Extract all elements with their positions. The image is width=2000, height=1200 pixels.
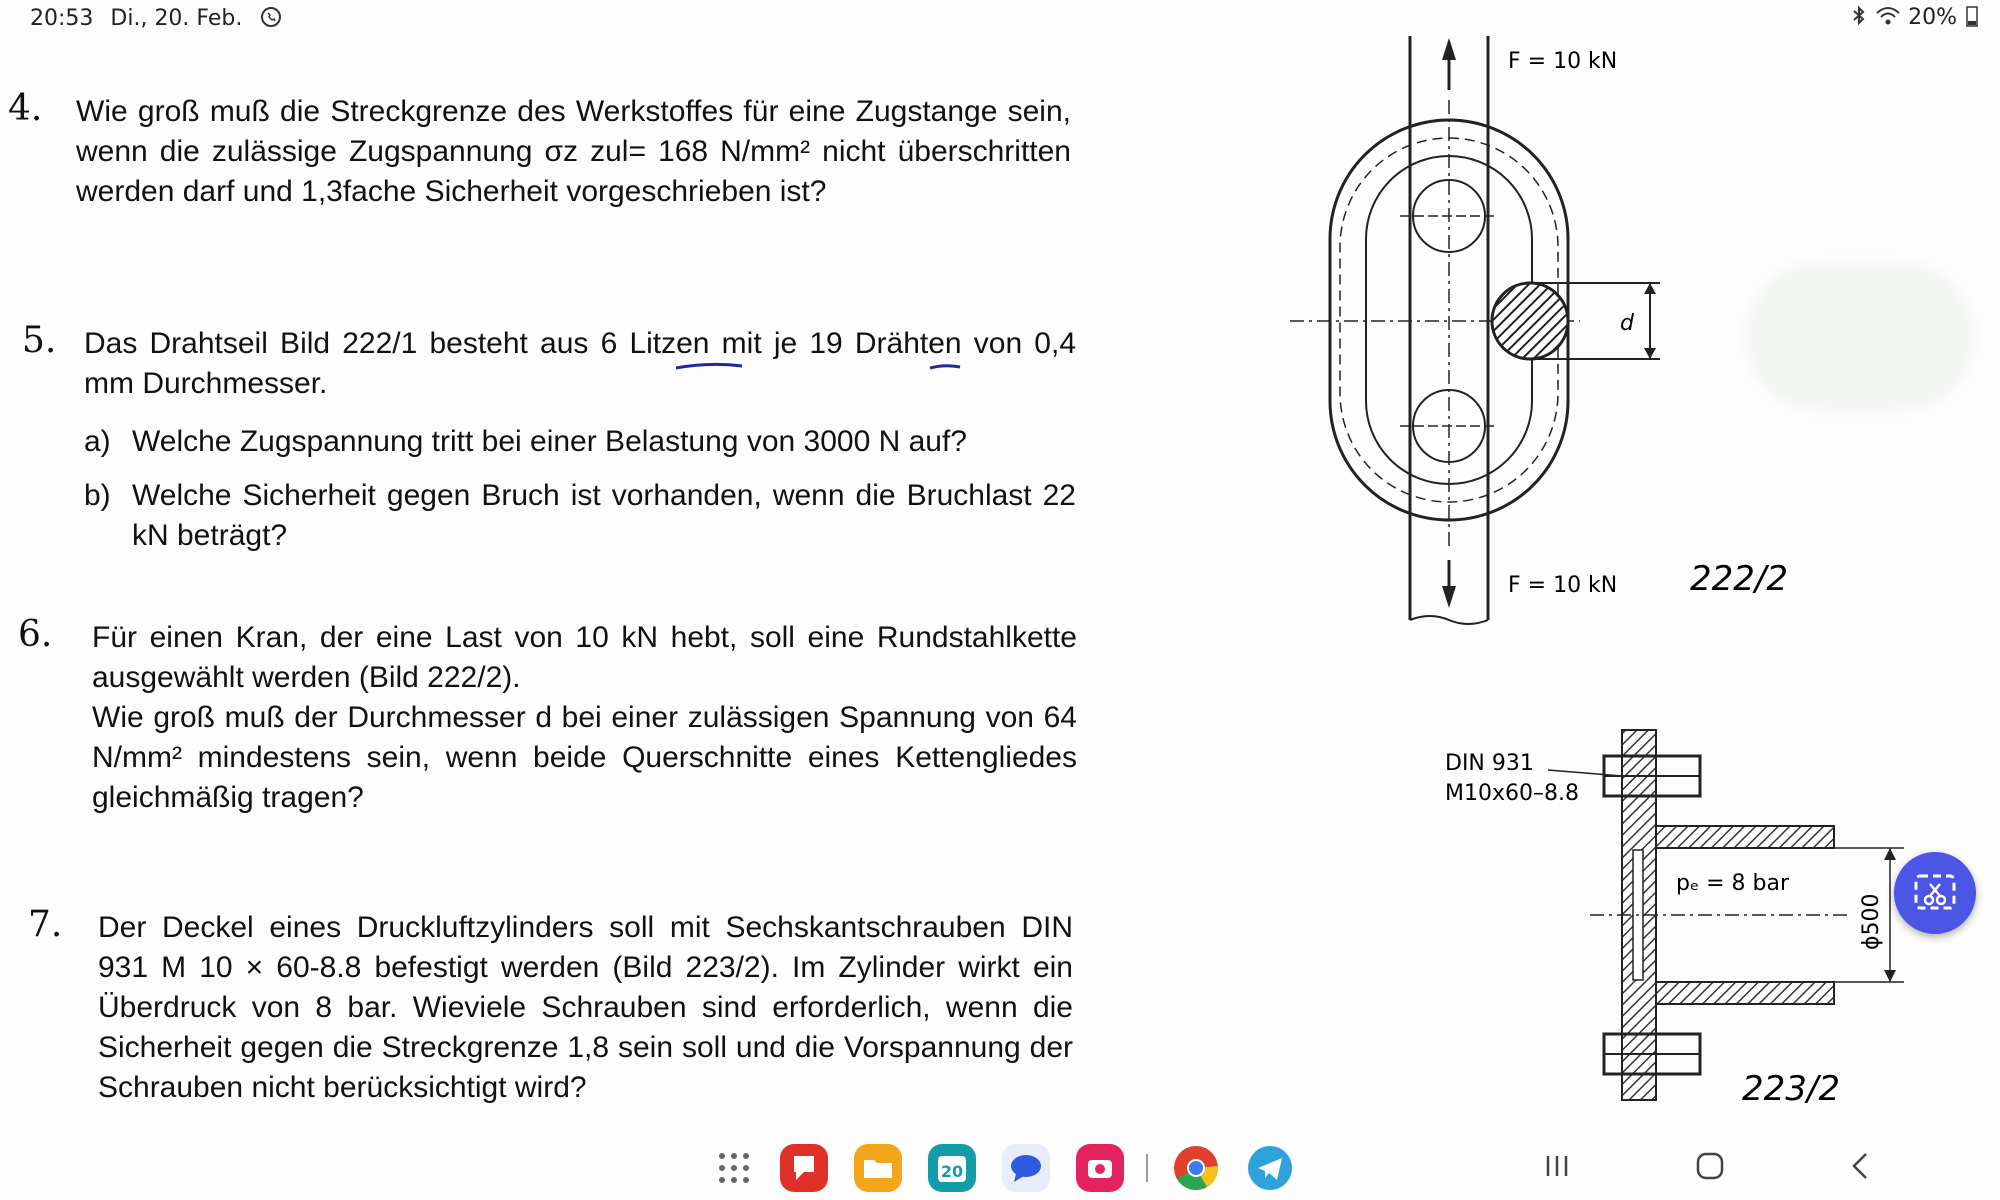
chain-link-figure xyxy=(1250,30,1810,650)
cylinder-diameter-label: ϕ500 xyxy=(1859,893,1884,950)
home-icon[interactable] xyxy=(1690,1146,1730,1186)
subquestion-b xyxy=(84,476,1076,556)
problem-text: Das Drahtseil Bild 222/1 besteht aus 6 Litzen mit je 19 Drähten von 0,4 mm Durchmesser. xyxy=(84,327,1076,400)
chrome-icon[interactable] xyxy=(1172,1144,1220,1192)
subquestion-a xyxy=(84,422,1076,462)
problem-text: Der Deckel eines Druckluftzylinders soll mit Sechskantschrauben DIN 931 M 10 × 60-8.8 befestigt werden (Bild 223/2). Im Zylinder wirkt ein Überdruck von 8 bar. Wieviele Schrauben sind erforderlich, wenn die Sicherheit gegen die Streckgrenze 1,8 sein soll und die Vorspannung der Schrauben nicht berücksichtigt wird? xyxy=(98,911,1073,1104)
navigation-bar xyxy=(0,1126,2000,1200)
problem-number: 6. xyxy=(18,614,53,655)
subquestion-text: Welche Sicherheit gegen Bruch ist vorhanden, wenn die Bruchlast 22 kN beträgt? xyxy=(132,479,1076,552)
pressure-label: pₑ = 8 bar xyxy=(1676,871,1790,896)
messages-icon[interactable] xyxy=(1002,1144,1050,1192)
force-top-label: F = 10 kN xyxy=(1508,49,1618,74)
recents-icon[interactable] xyxy=(1542,1146,1572,1186)
bluetooth-icon xyxy=(1850,5,1868,27)
subquestion-label: a) xyxy=(84,425,111,458)
screenshot-button[interactable] xyxy=(1894,852,1976,934)
cylinder-figure xyxy=(1250,720,1884,1140)
battery-percent: 20% xyxy=(1908,5,1957,30)
figure-caption-222-2: 222/2 xyxy=(1690,559,1788,599)
app-red-icon[interactable] xyxy=(780,1144,828,1192)
problem-text: Wie groß muß die Streckgrenze des Werkstoffes für eine Zugstange sein, wenn die zulässige Zugspannung σz zul= 168 N/mm² nicht überschritten werden darf und 1,3fache Sicherheit vorgeschrieben ist? xyxy=(76,95,1071,208)
din-label: DIN 931 xyxy=(1445,751,1534,776)
figure-caption-223-2: 223/2 xyxy=(1742,1069,1840,1109)
scissors-icon xyxy=(1894,852,1976,934)
problem-text: Für einen Kran, der eine Last von 10 kN hebt, soll eine Rundstahlkette ausgewählt werden (Bild 222/2). xyxy=(92,621,1077,694)
scan-smudge xyxy=(1745,262,1975,412)
subquestion-label: b) xyxy=(84,479,111,512)
camera-icon[interactable] xyxy=(1076,1144,1124,1192)
status-time: 20:53 xyxy=(30,6,94,31)
files-icon[interactable] xyxy=(854,1144,902,1192)
problem-continuation: Wie groß muß der Durchmesser d bei einer zulässigen Spannung von 64 N/mm² mindestens sein, wenn beide Querschnitte eines Kettengliedes gleichmäßig tragen? xyxy=(92,701,1077,814)
diameter-label: d xyxy=(1620,311,1634,336)
problem-number: 7. xyxy=(28,904,63,945)
calendar-day: 20 xyxy=(940,1162,964,1181)
problem-number: 5. xyxy=(22,320,57,361)
app-drawer-icon[interactable] xyxy=(710,1144,758,1192)
bolt-spec-label: M10x60–8.8 xyxy=(1445,781,1579,806)
figures-area xyxy=(1250,30,1884,1110)
force-bottom-label: F = 10 kN xyxy=(1508,573,1618,598)
dock-divider xyxy=(1146,1154,1148,1182)
status-date: Di., 20. Feb. xyxy=(110,6,243,31)
subquestion-text: Welche Zugspannung tritt bei einer Belastung von 3000 N auf? xyxy=(132,425,967,458)
document-page xyxy=(0,36,1085,1126)
back-icon[interactable] xyxy=(1846,1146,1876,1186)
calendar-icon[interactable] xyxy=(928,1144,976,1192)
whatsapp-icon xyxy=(259,5,283,29)
telegram-icon[interactable] xyxy=(1246,1144,1294,1192)
battery-icon xyxy=(1966,5,1978,27)
problem-number: 4. xyxy=(8,88,43,129)
wifi-icon xyxy=(1875,5,1901,27)
